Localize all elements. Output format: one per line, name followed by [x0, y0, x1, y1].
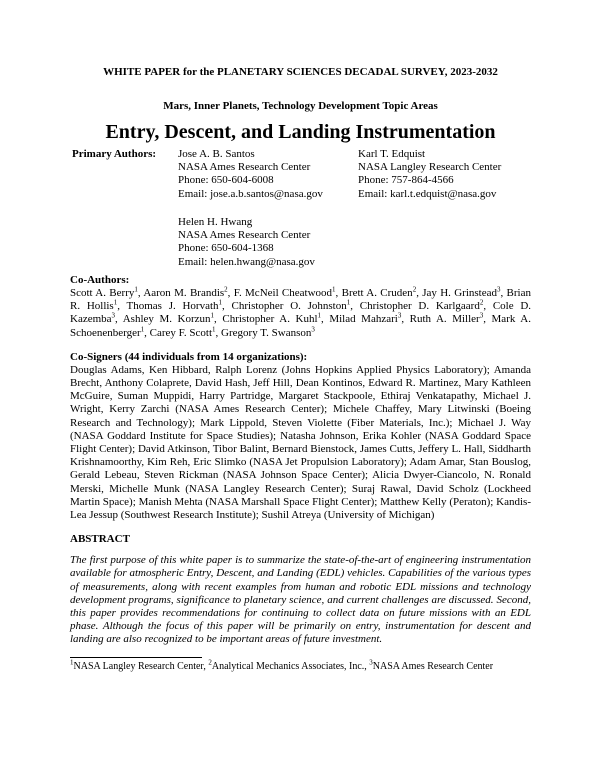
affiliation-mark: 2	[479, 298, 484, 307]
author-org: NASA Langley Research Center	[358, 161, 502, 174]
affiliation-mark: 1	[212, 324, 216, 333]
primary-authors-label: Primary Authors:	[72, 148, 157, 160]
author-email: Email: helen.hwang@nasa.gov	[178, 255, 315, 268]
affiliation-mark: 1	[317, 311, 322, 320]
affiliation-mark: 1	[210, 311, 215, 320]
topic-areas: Mars, Inner Planets, Technology Development Topic Areas	[163, 100, 438, 112]
cosigners-text: Douglas Adams, Ken Hibbard, Ralph Lorenz (Johns Hopkins Applied Physics Laboratory); Amanda Brecht, Anthony Colaprete, David Hash, Jeff Hill, Dean Kontinos, Edward R. Martinez, Mary Kathleen McGuire, Suman Muppidi, Harry Partridge, Margaret Stackpoole, Ethiraj Venkatapathy, Michael J. Wright, Kerry Zarchi (NASA Ames Research Center); Michele Chaffey, Mary Litwinski (Boeing Research and Technology); Mark Lippold, Steven Violette (Fiber Materials, Inc.); Michael J. Way (NASA Goddard Institute for Space Studies); Natasha Johnson, Erika Kohler (NASA Goddard Space Flight Center); David Atkinson, Tibor Balint, Bernard Bienstock, James Cutts, Jeffery L. Hall, Siddharth Krishnamoorthy, Kim Reh, Eric Slimko (NASA Jet Propulsion Laboratory); Adam Amar, Stan Bouslog, Gerald Lebeau, Steven Rickman (NASA Johnson Space Center); Alicia Dwyer-Ciancolo, N. Ronald Merski, Michelle Munk (NASA Langley Research Center); Suraj Rawal, David Scholz (Lockheed Martin Space); Manish Mehta (NASA Marshall Space Flight Center); Matthew Kelly (Peraton); Kandis-Lea Jessup (Southwest Research Institute); Sushil Atreya (University of Michigan)	[70, 363, 531, 522]
affiliation-mark: 3	[496, 285, 501, 294]
abstract-text: The first purpose of this white paper is to summarize the state-of-the-art of engineering instrumentation available for atmospheric Entry, Descent, and Landing (EDL) vehicles. Capabilities of the various types of measurements, along with recent examples from human and robotic EDL missions and technology development programs, significance to planetary science, and current challenges are discussed. Second, this paper provides recommendations for continuing to collect data on future missions with an EDL phase. Although the focus of this paper will be primarily on entry, instrumentation for descent and landing are also recognized to be important areas of future investment.	[70, 554, 531, 646]
cosigners-heading: Co-Signers (44 individuals from 14 organizations):	[70, 350, 308, 363]
author-org: NASA Ames Research Center	[178, 161, 311, 174]
affiliation-footnote	[70, 658, 531, 673]
document-page	[70, 66, 531, 673]
primary-author-card	[358, 148, 501, 201]
affiliation-mark: 1	[332, 285, 336, 294]
affiliation-mark: 3	[311, 324, 315, 333]
coauthor-name: Gregory T. Swanson	[221, 326, 312, 339]
abstract-heading: ABSTRACT	[70, 533, 130, 546]
coauthor-name: Cole D. Kazemba	[70, 300, 532, 326]
coauthor-name: Aaron M. Brandis	[143, 287, 225, 299]
footnote-mark: 2	[208, 658, 212, 667]
affiliation-mark: 1	[346, 298, 351, 307]
affiliation-mark: 3	[397, 311, 402, 320]
coauthor-name: Milad Mahzari	[329, 313, 398, 326]
author-org: NASA Ames Research Center	[178, 229, 311, 242]
footnote-affiliation: NASA Langley Research Center,	[73, 660, 209, 672]
author-email: Email: jose.a.b.santos@nasa.gov	[178, 187, 323, 200]
coauthor-name: Brett A. Cruden	[341, 287, 413, 299]
coauthor-name: Carey F. Scott	[149, 326, 213, 339]
coauthor-name: Christopher D. Karlgaard	[359, 300, 480, 313]
coauthors-heading: Co-Authors:	[70, 274, 130, 286]
primary-authors-section	[70, 148, 531, 271]
affiliation-mark: 3	[111, 311, 116, 320]
author-name: Karl T. Edquist	[358, 148, 426, 160]
coauthor-name: Brian R. Hollis	[70, 287, 531, 313]
coauthor-name: Ashley M. Korzun	[122, 313, 211, 326]
survey-header: WHITE PAPER for the PLANETARY SCIENCES DECADAL SURVEY, 2023-2032	[103, 66, 498, 78]
author-name: Helen H. Hwang	[178, 216, 253, 228]
affiliation-mark: 1	[140, 324, 145, 333]
author-email: Email: karl.t.edquist@nasa.gov	[358, 187, 497, 200]
coauthor-name: Scott A. Berry	[70, 287, 135, 299]
author-name: Jose A. B. Santos	[178, 148, 255, 160]
affiliation-mark: 3	[479, 311, 484, 320]
affiliation-mark: 2	[412, 285, 417, 294]
footnote-mark: 1	[70, 658, 74, 667]
footnote-mark: 3	[369, 658, 373, 667]
coauthor-name: Mark A. Schoenenberger	[70, 313, 532, 339]
author-phone: Phone: 650-604-1368	[178, 242, 274, 255]
primary-author-card	[178, 216, 315, 269]
footnote-divider	[70, 657, 202, 658]
coauthor-name: Christopher O. Johnston	[231, 300, 347, 313]
coauthor-name: F. McNeil Cheatwood	[233, 287, 333, 299]
footnote-affiliation: NASA Ames Research Center	[372, 660, 494, 672]
coauthor-name: Christopher A. Kuhl	[222, 313, 318, 326]
coauthor-name: Ruth A. Miller	[409, 313, 480, 326]
coauthors-list: Scott A. Berry$^1$, Aaron M. Brandis$^2$, F. McNeil Cheatwood$^1$, Brett A. Cruden$^2$, Jay H. Grinstead$^3$, Brian R. Hollis$^1$, Thomas J. Horvath$^1$, Christopher O. Johnston$^1$, Christopher D. Karlgaard$^2$, Cole D. Kazemba$^3$, Ashley M. Korzun$^1$, Christopher A. Kuhl$^1$, Milad Mahzari$^3$, Ruth A. Miller$^3$, Mark A. Schoenenberger$^1$, Carey F. Scott$^1$, Gregory T. Swanson$^3$	[70, 285, 532, 339]
page-title: Entry, Descent, and Landing Instrumentation	[105, 121, 496, 143]
affiliation-mark: 2	[224, 285, 228, 294]
coauthor-name: Thomas J. Horvath	[126, 300, 219, 313]
affiliation-mark: 1	[134, 285, 138, 294]
author-phone: Phone: 757-864-4566	[358, 174, 454, 187]
affiliation-mark: 1	[113, 298, 118, 307]
footnote-affiliation: Analytical Mechanics Associates, Inc.,	[211, 660, 370, 672]
primary-author-card	[178, 148, 323, 201]
coauthor-name: Jay H. Grinstead	[422, 287, 497, 299]
affiliation-mark: 1	[218, 298, 223, 307]
author-phone: Phone: 650-604-6008	[178, 174, 274, 187]
